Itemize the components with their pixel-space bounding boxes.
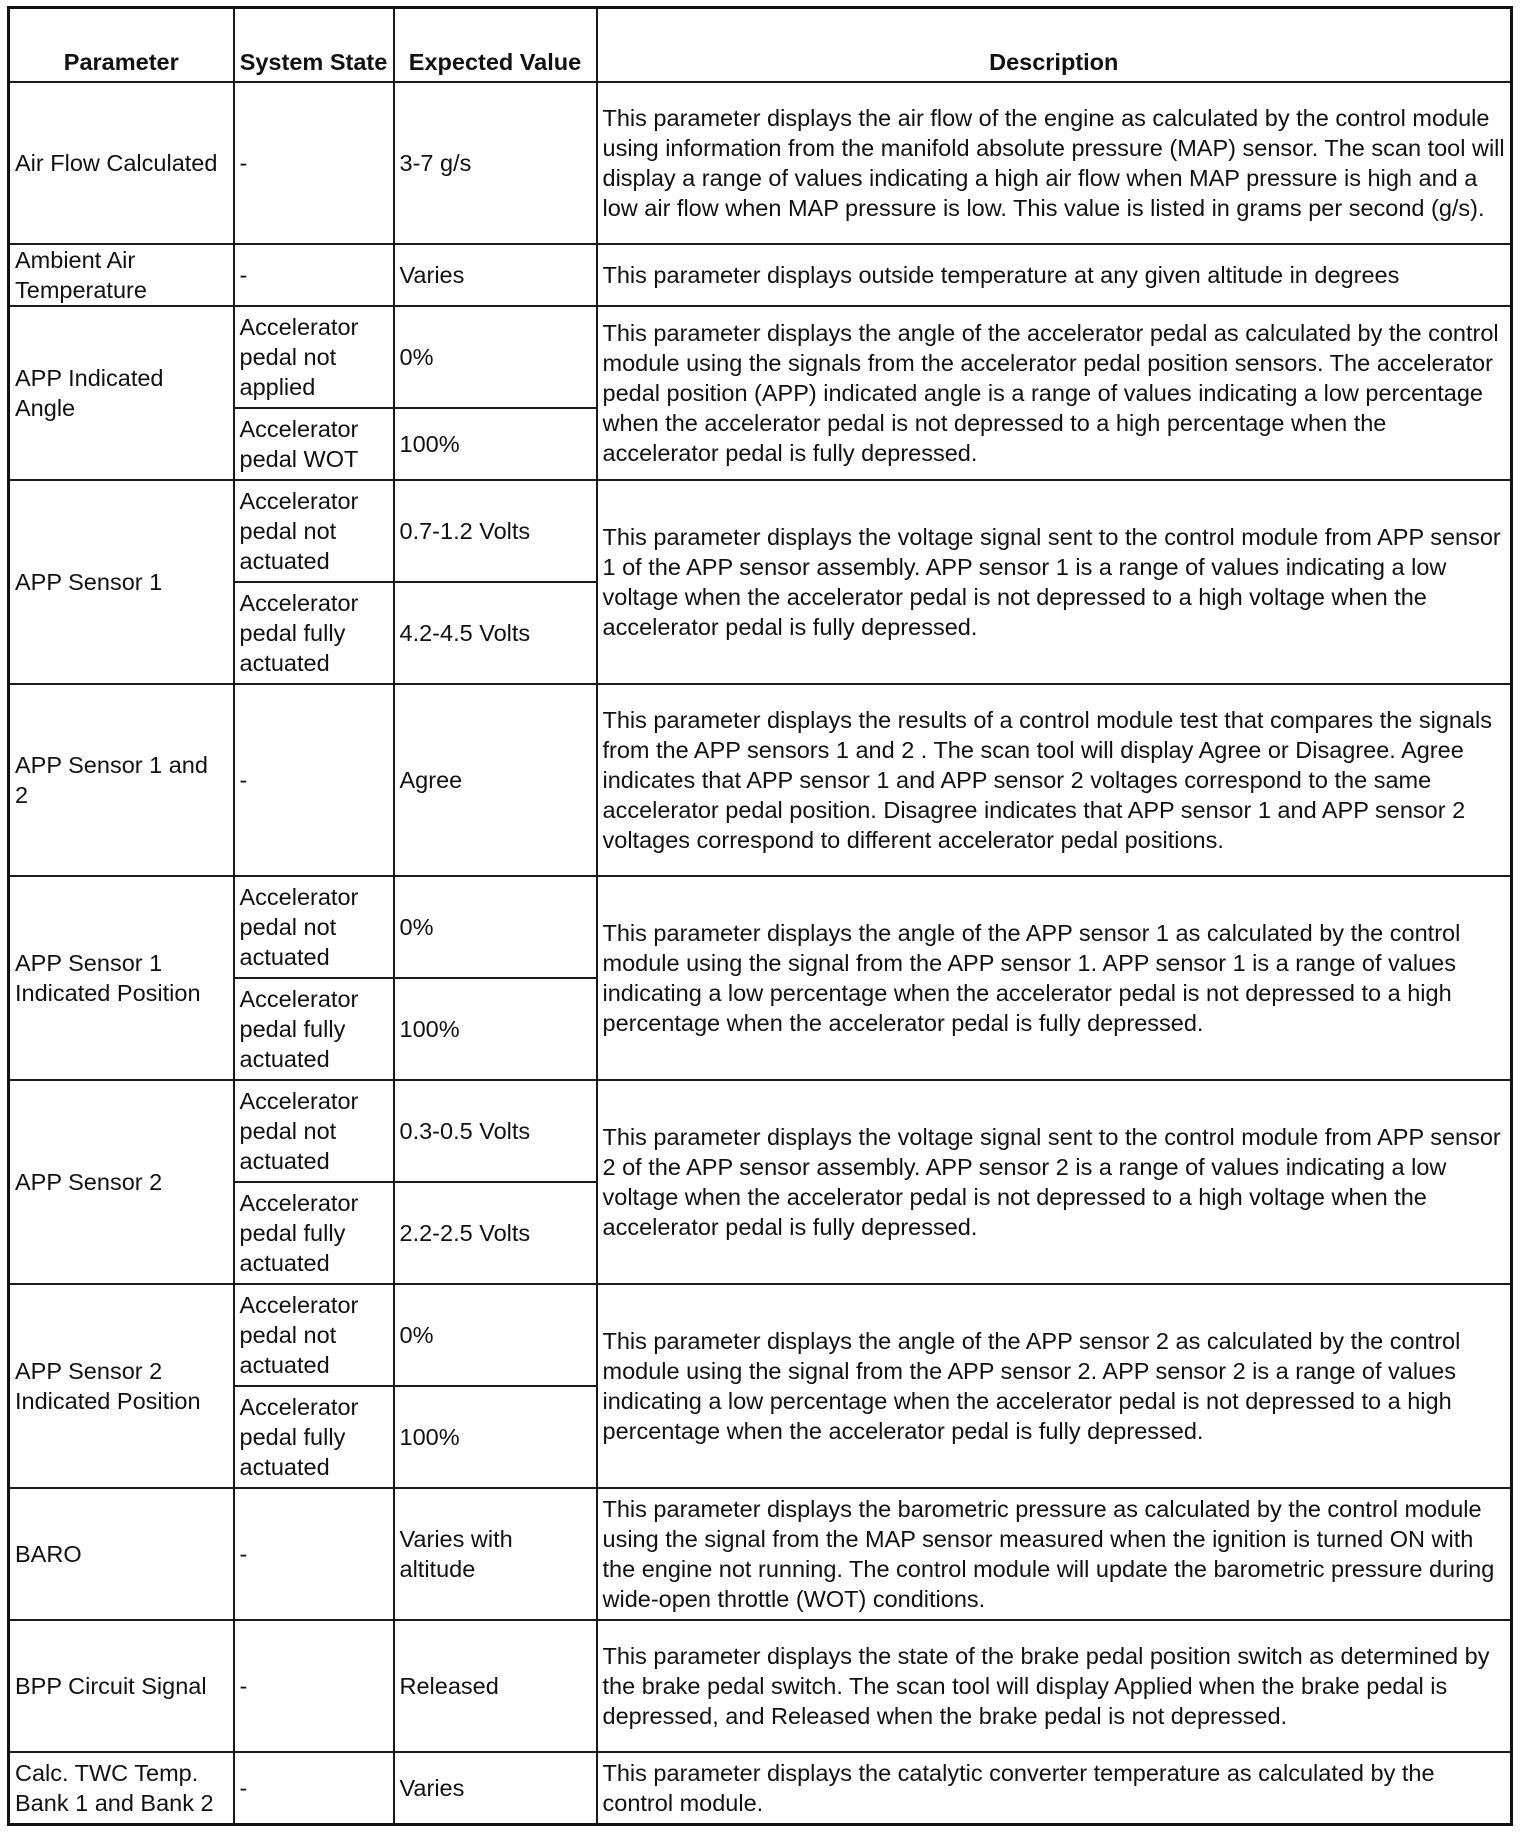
- expected-value-cell: 0%: [394, 876, 597, 978]
- parameter-cell: Calc. TWC Temp. Bank 1 and Bank 2: [9, 1752, 234, 1824]
- table-row: [9, 306, 1512, 408]
- system-state-cell: Accelerator pedal not actuated: [234, 1080, 394, 1182]
- table-row: [9, 1080, 1512, 1182]
- table-row: [9, 82, 1512, 244]
- system-state-cell: Accelerator pedal not actuated: [234, 480, 394, 582]
- table-row: [9, 876, 1512, 978]
- system-state-cell: -: [234, 1620, 394, 1752]
- expected-value-cell: 0.3-0.5 Volts: [394, 1080, 597, 1182]
- table-row: [9, 1620, 1512, 1752]
- system-state-cell: -: [234, 1752, 394, 1824]
- header-expected-value: Expected Value: [394, 8, 597, 83]
- expected-value-cell: Varies with altitude: [394, 1488, 597, 1620]
- system-state-cell: Accelerator pedal not actuated: [234, 1284, 394, 1386]
- table-row: [9, 244, 1512, 306]
- system-state-cell: Accelerator pedal not actuated: [234, 876, 394, 978]
- expected-value-cell: 0%: [394, 306, 597, 408]
- table-row: [9, 1752, 1512, 1824]
- description-cell: This parameter displays the voltage signal sent to the control module from APP sensor 2 of the APP sensor assembly. APP sensor 2 is a range of values indicating a low voltage when the accelerator pedal is not depressed to a high voltage when the accelerator pedal is fully depressed.: [597, 1080, 1512, 1284]
- expected-value-cell: Varies: [394, 1752, 597, 1824]
- table-row: [9, 1488, 1512, 1620]
- parameter-cell: Ambient Air Temperature: [9, 244, 234, 306]
- parameter-table: [7, 6, 1513, 1826]
- system-state-cell: Accelerator pedal WOT: [234, 408, 394, 480]
- expected-value-cell: 0%: [394, 1284, 597, 1386]
- system-state-cell: -: [234, 1488, 394, 1620]
- description-cell: This parameter displays the catalytic converter temperature as calculated by the control module.: [597, 1752, 1512, 1824]
- description-cell: This parameter displays the results of a control module test that compares the signals from the APP sensors 1 and 2 . The scan tool will display Agree or Disagree. Agree indicates that APP sensor 1 and APP sensor 2 voltages correspond to the same accelerator pedal position. Disagree indicates that APP sensor 1 and APP sensor 2 voltages correspond to different accelerator pedal positions.: [597, 684, 1512, 876]
- table-row: [9, 480, 1512, 582]
- parameter-cell: APP Sensor 1 and 2: [9, 684, 234, 876]
- system-state-cell: Accelerator pedal fully actuated: [234, 978, 394, 1080]
- description-cell: This parameter displays outside temperature at any given altitude in degrees: [597, 244, 1512, 306]
- description-cell: This parameter displays the barometric pressure as calculated by the control module using the signal from the MAP sensor measured when the ignition is turned ON with the engine not running. The control module will update the barometric pressure during wide-open throttle (WOT) conditions.: [597, 1488, 1512, 1620]
- expected-value-cell: 4.2-4.5 Volts: [394, 582, 597, 684]
- system-state-cell: Accelerator pedal fully actuated: [234, 582, 394, 684]
- system-state-cell: Accelerator pedal fully actuated: [234, 1182, 394, 1284]
- parameter-cell: APP Sensor 1 Indicated Position: [9, 876, 234, 1080]
- expected-value-cell: 100%: [394, 408, 597, 480]
- description-cell: This parameter displays the state of the brake pedal position switch as determined by the brake pedal switch. The scan tool will display Applied when the brake pedal is depressed, and Released when the brake pedal is not depressed.: [597, 1620, 1512, 1752]
- table-row: [9, 1284, 1512, 1386]
- parameter-cell: APP Sensor 2 Indicated Position: [9, 1284, 234, 1488]
- description-cell: This parameter displays the angle of the APP sensor 2 as calculated by the control module using the signal from the APP sensor 2. APP sensor 2 is a range of values indicating a low percentage when the accelerator pedal is not depressed to a high percentage when the accelerator pedal is fully depressed.: [597, 1284, 1512, 1488]
- expected-value-cell: 0.7-1.2 Volts: [394, 480, 597, 582]
- description-cell: This parameter displays the air flow of the engine as calculated by the control module using information from the manifold absolute pressure (MAP) sensor. The scan tool will display a range of values indicating a high air flow when MAP pressure is high and a low air flow when MAP pressure is low. This value is listed in grams per second (g/s).: [597, 82, 1512, 244]
- system-state-cell: -: [234, 684, 394, 876]
- parameter-cell: APP Indicated Angle: [9, 306, 234, 480]
- system-state-cell: -: [234, 82, 394, 244]
- system-state-cell: Accelerator pedal not applied: [234, 306, 394, 408]
- expected-value-cell: 100%: [394, 978, 597, 1080]
- parameter-cell: BPP Circuit Signal: [9, 1620, 234, 1752]
- system-state-cell: -: [234, 244, 394, 306]
- header-system-state: System State: [234, 8, 394, 83]
- expected-value-cell: 100%: [394, 1386, 597, 1488]
- description-cell: This parameter displays the angle of the APP sensor 1 as calculated by the control module using the signal from the APP sensor 1. APP sensor 1 is a range of values indicating a low percentage when the accelerator pedal is not depressed to a high percentage when the accelerator pedal is fully depressed.: [597, 876, 1512, 1080]
- parameter-cell: Air Flow Calculated: [9, 82, 234, 244]
- system-state-cell: Accelerator pedal fully actuated: [234, 1386, 394, 1488]
- table-row: [9, 684, 1512, 876]
- header-row: [9, 8, 1512, 83]
- parameter-cell: APP Sensor 2: [9, 1080, 234, 1284]
- expected-value-cell: Varies: [394, 244, 597, 306]
- expected-value-cell: Agree: [394, 684, 597, 876]
- header-description: Description: [597, 8, 1512, 83]
- description-cell: This parameter displays the voltage signal sent to the control module from APP sensor 1 of the APP sensor assembly. APP sensor 1 is a range of values indicating a low voltage when the accelerator pedal is not depressed to a high voltage when the accelerator pedal is fully depressed.: [597, 480, 1512, 684]
- parameter-cell: BARO: [9, 1488, 234, 1620]
- header-parameter: Parameter: [9, 8, 234, 83]
- expected-value-cell: Released: [394, 1620, 597, 1752]
- parameter-cell: APP Sensor 1: [9, 480, 234, 684]
- expected-value-cell: 3-7 g/s: [394, 82, 597, 244]
- description-cell: This parameter displays the angle of the accelerator pedal as calculated by the control module using the signals from the accelerator pedal position sensors. The accelerator pedal position (APP) indicated angle is a range of values indicating a low percentage when the accelerator pedal is not depressed to a high percentage when the accelerator pedal is fully depressed.: [597, 306, 1512, 480]
- expected-value-cell: 2.2-2.5 Volts: [394, 1182, 597, 1284]
